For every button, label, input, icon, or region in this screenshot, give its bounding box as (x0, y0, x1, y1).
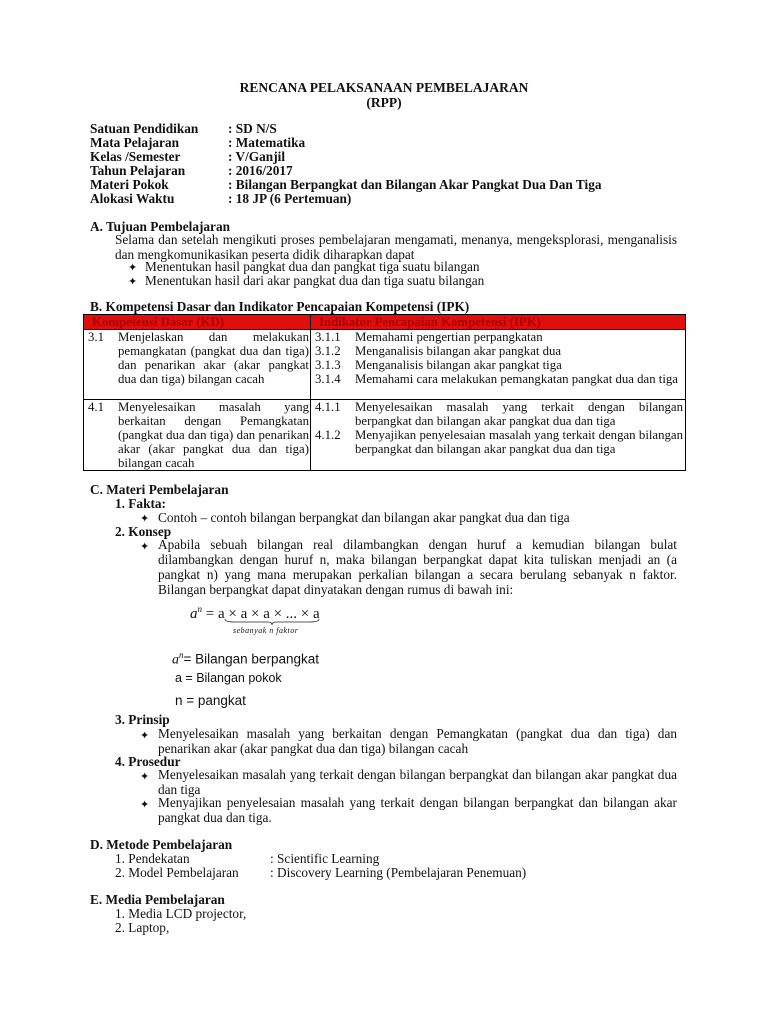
method-label: 1. Pendekatan (115, 851, 190, 866)
identity-label: Satuan Pendidikan (90, 121, 199, 136)
identity-label: Mata Pelajaran (90, 135, 179, 150)
section-a-bullet: Menentukan hasil pangkat dua dan pangkat tiga suatu bilangan (145, 259, 480, 274)
kd-number: 3.1 (88, 330, 104, 344)
identity-label: Alokasi Waktu (90, 191, 175, 206)
table-header-kd: Kompetensi Dasar (KD) (84, 315, 311, 330)
ipk-text: Menganalisis bilangan akar pangkat tiga (355, 358, 562, 372)
prosedur-item: Menyajikan penyelesaian masalah yang terkait dengan bilangan berpangkat dan bilangan akar pangkat dua dan tiga. (158, 795, 677, 825)
identity-value: : V/Ganjil (228, 149, 286, 164)
section-a-bullet: Menentukan hasil dari akar pangkat dua dan tiga suatu bilangan (145, 273, 485, 288)
formula-underbrace-label: sebanyak n faktor (233, 626, 299, 635)
doc-subtitle: (RPP) (366, 95, 402, 110)
bullet-icon: ✦ (140, 540, 150, 553)
doc-title: RENCANA PELAKSANAAN PEMBELAJARAN (239, 80, 529, 95)
definition-line: a = Bilangan pokok (175, 671, 282, 685)
identity-value: : Matematika (228, 135, 306, 150)
section-a-heading: A. Tujuan Pembelajaran (90, 219, 231, 234)
fakta-title: 1. Fakta: (115, 496, 166, 511)
ipk-text: Memahami cara melakukan pemangkatan pangkat dua dan tiga (355, 372, 678, 386)
kd-text: Menyelesaikan masalah yang berkaitan dengan Pemangkatan (pangkat dua dan tiga) dan penarikan akar (akar pangkat dua dan tiga) bilangan cacah (118, 400, 309, 470)
bullet-icon: ✦ (128, 275, 138, 288)
bullet-icon: ✦ (128, 261, 138, 274)
table-header-ipk: Indikator Pencapaian Kompetensi (IPK) (311, 315, 686, 330)
kd-text: Menjelaskan dan melakukan pemangkatan (pangkat dua dan tiga) dan penarikan akar (akar pangkat dua dan tiga) bilangan cacah (118, 330, 309, 386)
section-a-paragraph: Selama dan setelah mengikuti proses pembelajaran mengamati, menanya, mengeksplorasi, menganalisis dan mengkomunikasikan peserta didik diharapkan dapat (115, 232, 677, 262)
identity-label: Materi Pokok (90, 177, 169, 192)
ipk-number: 4.1.2 (315, 428, 341, 442)
ipk-number: 3.1.2 (315, 344, 341, 358)
bullet-icon: ✦ (140, 512, 150, 525)
ipk-text: Memahami pengertian perpangkatan (355, 330, 543, 344)
bullet-icon: ✦ (140, 798, 150, 811)
prosedur-title: 4. Prosedur (115, 754, 181, 769)
section-e-heading: E. Media Pembelajaran (90, 892, 225, 907)
prinsip-title: 3. Prinsip (115, 712, 170, 727)
identity-value: : 18 JP (6 Pertemuan) (228, 191, 352, 206)
ipk-number: 4.1.1 (315, 400, 341, 414)
ipk-number: 3.1.3 (315, 358, 341, 372)
identity-value: : 2016/2017 (228, 163, 293, 178)
method-value: : Discovery Learning (Pembelajaran Penemuan) (270, 865, 527, 880)
definition-line: n = pangkat (175, 693, 246, 708)
identity-label: Tahun Pelajaran (90, 163, 186, 178)
prosedur-item: Menyelesaikan masalah yang terkait dengan bilangan berpangkat dan bilangan akar pangkat dua dan tiga (158, 767, 677, 797)
definition-line: $a^n=$ Bilangan berpangkat (172, 650, 319, 668)
bullet-icon: ✦ (140, 729, 150, 742)
ipk-text: Menyajikan penyelesaian masalah yang terkait dengan bilangan berpangkat dan bilangan akar pangkat dua dan tiga (355, 428, 683, 456)
table-row (84, 330, 686, 400)
media-item: 2. Laptop, (115, 920, 170, 935)
kd-number: 4.1 (88, 400, 104, 414)
method-label: 2. Model Pembelajaran (115, 865, 239, 880)
konsep-title: 2. Konsep (115, 524, 172, 539)
ipk-text: Menyelesaikan masalah yang terkait dengan bilangan berpangkat dan bilangan akar pangkat dua dan tiga (355, 400, 683, 428)
identity-label: Kelas /Semester (90, 149, 181, 164)
table-row (84, 400, 686, 471)
ipk-number: 3.1.1 (315, 330, 341, 344)
prinsip-text: Menyelesaikan masalah yang berkaitan dengan Pemangkatan (pangkat dua dan tiga) dan penarikan akar (akar pangkat dua dan tiga) bilangan cacah (158, 726, 677, 756)
method-value: : Scientific Learning (270, 851, 380, 866)
identity-value: : Bilangan Berpangkat dan Bilangan Akar Pangkat Dua Dan Tiga (228, 177, 602, 192)
power-formula: $a^n = a \times a \times a$ × ... × a (190, 604, 320, 622)
competency-table (83, 314, 686, 471)
section-c-heading: C. Materi Pembelajaran (90, 482, 229, 497)
media-item: 1. Media LCD projector, (115, 906, 247, 921)
konsep-text: Apabila sebuah bilangan real dilambangkan dengan huruf a kemudian bilangan bulat dilambangkan dengan huruf n, maka bilangan berpangkat dapat kita tuliskan menjadi an (a pangkat n) yang mana merupakan perkalian bilangan a secara berulang sebanyak n faktor. Bilangan berpangkat dapat dinyatakan dengan rumus di bawah ini: (158, 537, 677, 597)
ipk-text: Menganalisis bilangan akar pangkat dua (355, 344, 562, 358)
section-d-heading: D. Metode Pembelajaran (90, 837, 233, 852)
section-b-heading: B. Kompetensi Dasar dan Indikator Pencapaian Kompetensi (IPK) (90, 299, 470, 314)
fakta-bullet: Contoh – contoh bilangan berpangkat dan bilangan akar pangkat dua dan tiga (158, 510, 570, 525)
identity-value: : SD N/S (228, 121, 277, 136)
bullet-icon: ✦ (140, 770, 150, 783)
ipk-number: 3.1.4 (315, 372, 341, 386)
